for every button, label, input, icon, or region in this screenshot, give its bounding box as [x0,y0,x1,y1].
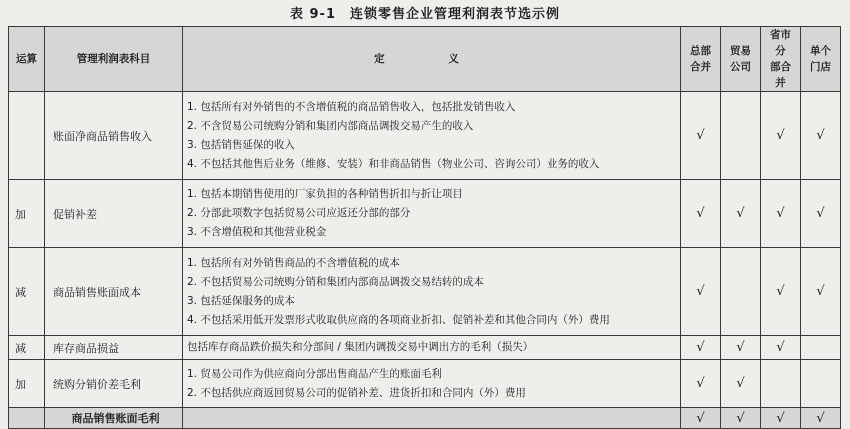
definition-line: 4. 不包括其他售后业务（维修、安装）和非商品销售（物业公司、咨询公司）业务的收入 [187,157,600,170]
header-branch: 省市分 部合并 [761,27,801,92]
check-cell-trade-checked: √ [721,180,761,248]
header-row [9,27,841,92]
item-cell: 商品销售账面毛利 [45,408,183,429]
check-cell-hq-checked: √ [681,360,721,408]
check-cell-store-checked: √ [801,248,841,336]
check-cell-branch-checked: √ [761,248,801,336]
check-cell-branch-checked: √ [761,408,801,429]
check-cell-trade-checked: √ [721,336,761,360]
table-title: 连锁零售企业管理利润表节选示例 [350,7,561,22]
definition-cell [183,408,681,429]
table-number: 表 9-1 [289,7,336,22]
check-cell-hq-checked: √ [681,248,721,336]
table-row [9,336,841,360]
table-row-total [9,408,841,429]
definition-cell [183,336,681,360]
check-cell-trade-checked: √ [721,408,761,429]
table-body [9,92,841,429]
item-cell: 库存商品损益 [45,336,183,360]
definition-cell [183,180,681,248]
table-row [9,248,841,336]
check-cell-hq-checked: √ [681,408,721,429]
table-row [9,360,841,408]
check-cell-trade [721,92,761,180]
op-cell [9,408,45,429]
op-cell: 减 [9,336,45,360]
op-cell: 加 [9,180,45,248]
check-cell-store [801,360,841,408]
definition-line: 1. 包括所有对外销售的不含增值税的商品销售收入，包括批发销售收入 [187,100,516,113]
definition-line: 3. 包括销售延保的收入 [187,138,295,151]
check-cell-hq-checked: √ [681,180,721,248]
definition-line: 2. 不含贸易公司统购分销和集团内部商品调拨交易产生的收入 [187,119,474,132]
check-cell-trade-checked: √ [721,360,761,408]
management-profit-table [8,26,841,429]
check-cell-store-checked: √ [801,180,841,248]
check-cell-branch-checked: √ [761,180,801,248]
table-row [9,92,841,180]
table-caption [0,3,850,22]
check-cell-store [801,336,841,360]
header-op: 运算 [9,27,45,92]
check-cell-branch [761,360,801,408]
item-cell: 统购分销价差毛利 [45,360,183,408]
check-cell-branch-checked: √ [761,336,801,360]
op-cell: 加 [9,360,45,408]
definition-line: 2. 不包括贸易公司统购分销和集团内部商品调拨交易结转的成本 [187,275,484,288]
check-cell-store-checked: √ [801,92,841,180]
definition-line: 1. 贸易公司作为供应商向分部出售商品产生的账面毛利 [187,367,442,380]
item-cell: 账面净商品销售收入 [45,92,183,180]
op-cell [9,92,45,180]
check-cell-hq-checked: √ [681,336,721,360]
definition-line: 1. 包括本期销售使用的厂家负担的各种销售折扣与折让项目 [187,188,463,200]
check-cell-hq-checked: √ [681,92,721,180]
definition-cell [183,360,681,408]
definition-line: 3. 不含增值税和其他营业税金 [187,226,327,238]
check-cell-trade [721,248,761,336]
item-cell: 商品销售账面成本 [45,248,183,336]
header-hq: 总部 合并 [681,27,721,92]
definition-line: 1. 包括所有对外销售商品的不含增值税的成本 [187,256,400,269]
header-trade: 贸易 公司 [721,27,761,92]
item-cell: 促销补差 [45,180,183,248]
definition-line: 2. 不包括供应商返回贸易公司的促销补差、进货折扣和合同内（外）费用 [187,386,526,399]
definition-cell [183,248,681,336]
definition-line: 包括库存商品跌价损失和分部间 / 集团内调拨交易中调出方的毛利（损失） [187,341,534,353]
check-cell-branch-checked: √ [761,92,801,180]
definition-line: 4. 不包括采用低开发票形式收取供应商的各项商业折扣、促销补差和其他合同内（外）费用 [187,313,610,326]
table-row [9,180,841,248]
header-item: 管理利润表科目 [45,27,183,92]
definition-line: 2. 分部此项数字包括贸易公司应返还分部的部分 [187,207,411,219]
op-cell: 减 [9,248,45,336]
definition-line: 3. 包括延保服务的成本 [187,294,295,307]
header-definition: 定 义 [183,27,681,92]
check-cell-store-checked: √ [801,408,841,429]
definition-cell [183,92,681,180]
header-store: 单个 门店 [801,27,841,92]
